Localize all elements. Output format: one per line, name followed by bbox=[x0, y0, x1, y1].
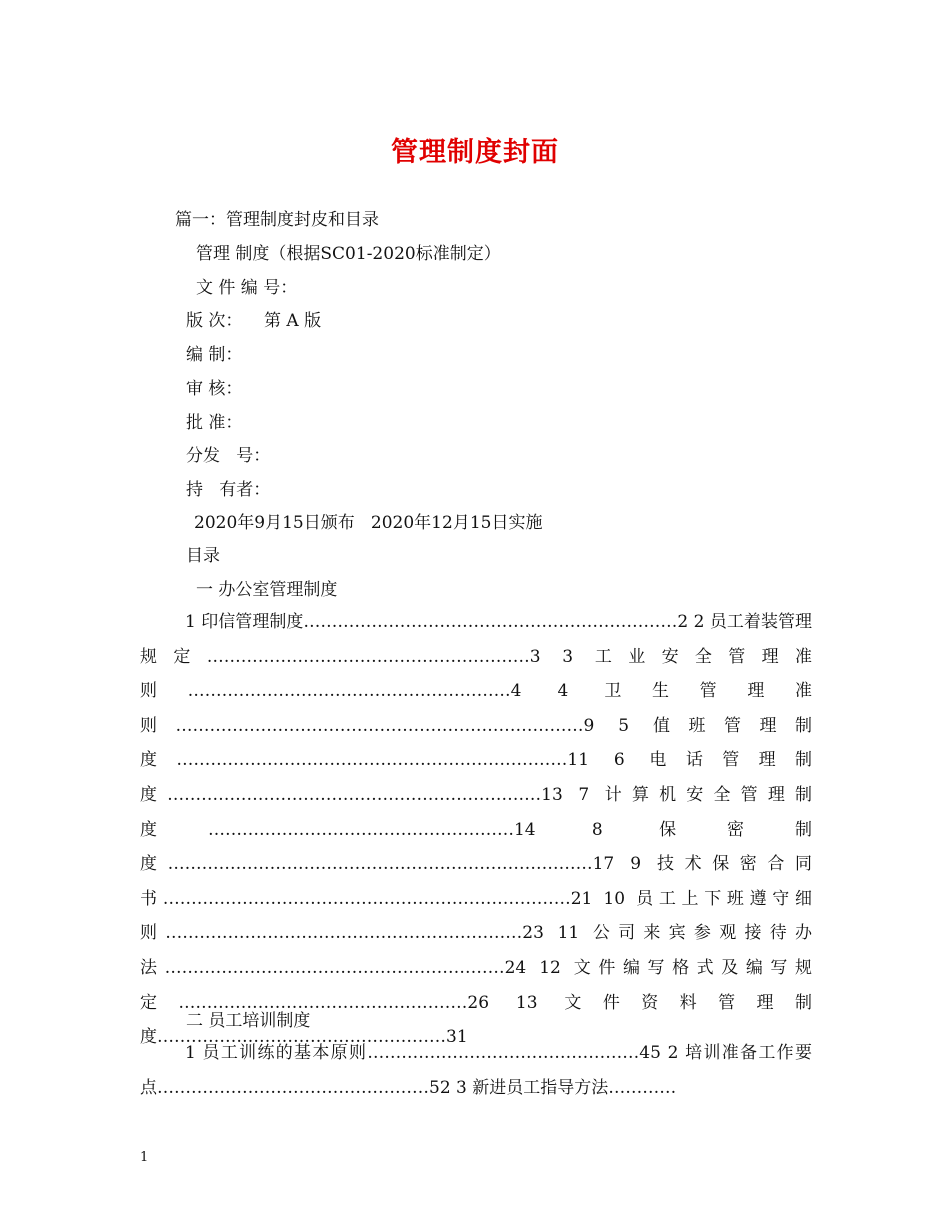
toc-training-entries bbox=[140, 1036, 812, 1105]
page-number: 1 bbox=[140, 1150, 149, 1165]
cover-line-distribution-number: 分发 号： bbox=[186, 446, 271, 466]
toc-section-office-heading: 一 办公室管理制度 bbox=[196, 580, 338, 600]
toc-heading: 目录 bbox=[186, 546, 220, 566]
toc-training-text: 1 员工训练的基本原则…………………………………………45 2 培训准备工作要点…………………………………………52 3 新进员工指导方法………… bbox=[140, 1043, 812, 1098]
cover-line-compiled-by: 编 制： bbox=[186, 345, 243, 365]
toc-office-entries bbox=[140, 605, 812, 1055]
cover-line-approved-by: 批 准： bbox=[186, 413, 243, 433]
cover-line-reviewed-by: 审 核： bbox=[186, 379, 243, 399]
document-title: 管理制度封面 bbox=[391, 137, 559, 168]
cover-line-file-number: 文 件 编 号： bbox=[196, 278, 298, 298]
cover-line-edition: 版 次： 第 A 版 bbox=[186, 311, 322, 331]
cover-line-standard: 管理 制度（根据SC01-2020标准制定） bbox=[196, 244, 501, 264]
toc-section-training-heading: 二 员工培训制度 bbox=[186, 1011, 311, 1031]
toc-office-text: 1 印信管理制度…………………………………………………………2 2 员工着装管理规定…………………………………………………3 3 工业安全管理准则…………………………………………………4 4 卫生管理准则………………………………………………………………9 5 值班管理制度……………………………………………………………11 6 电话管理制度…………………………………………………………13 7 计算机安全管理制度………………………………………………14 8 保密制度…………………………………………………………………17 9 技术保密合同书………………………………………………………………21 10 员工上下班遵守细则………………………………………………………23 11 公司来宾参观接待办法……………………………………………………24 12 文件编写格式及编写规定……………………………………………26 13 文件资料管理制度……………………………………………31 bbox=[140, 612, 812, 1048]
cover-line-section-heading: 篇一：管理制度封皮和目录 bbox=[175, 210, 379, 230]
cover-line-holder: 持 有者： bbox=[186, 480, 271, 500]
cover-line-dates: 2020年9月15日颁布 2020年12月15日实施 bbox=[194, 513, 543, 533]
